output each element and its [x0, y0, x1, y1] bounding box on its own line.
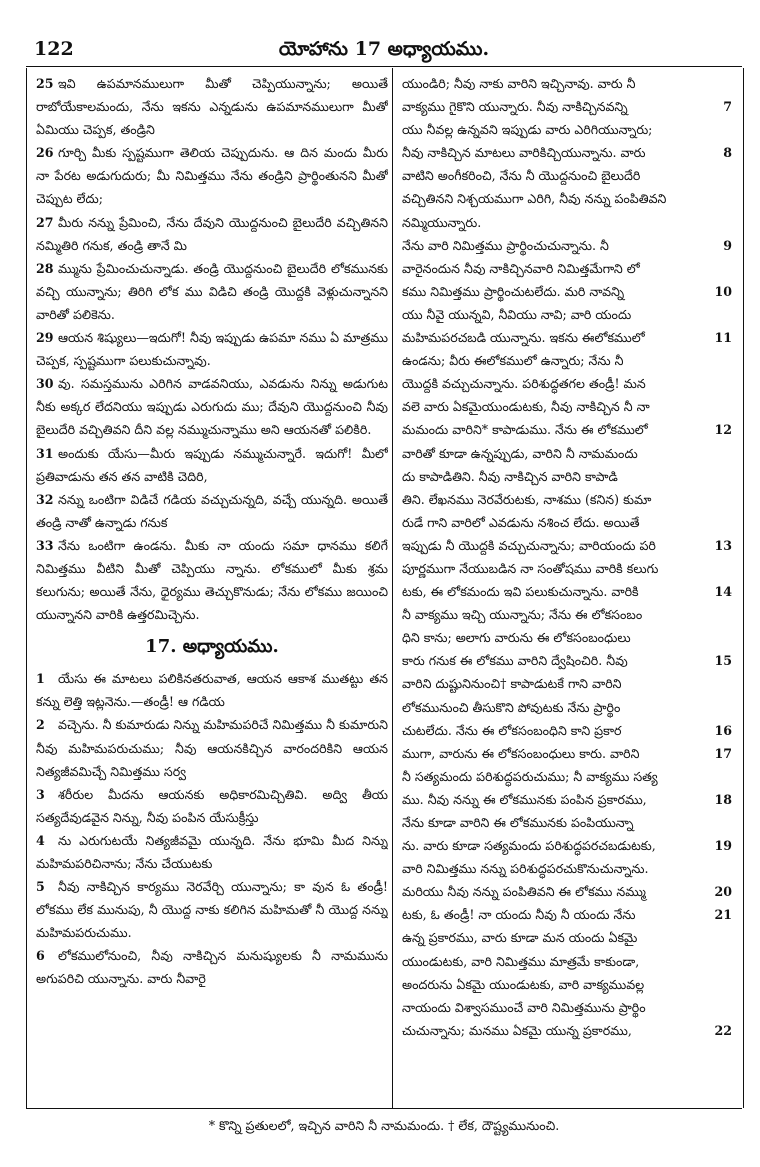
line-text: యుండిరి; నీవు నాకు వారిని ఇచ్చినావు. వారు నీ	[402, 76, 636, 91]
text-line	[402, 465, 732, 488]
line-text: లోకమునుంచి తీసుకొని పోవుటకు నేను ప్రార్థిం	[402, 699, 621, 715]
text-line	[402, 349, 732, 372]
verse-number: 26	[36, 145, 54, 161]
text-line	[402, 672, 732, 695]
verse-number: 21	[714, 907, 732, 923]
bible-page	[26, 28, 742, 1148]
verse-text: యేసు ఈ మాటలు పలికినతరువాత, ఆయన ఆకాశ ముతట్టు తన కన్ను లెత్తి ఇట్లనెను.—తండ్రీ! ఆ గడియ	[36, 671, 388, 710]
text-line	[402, 903, 732, 926]
text-line	[402, 164, 732, 187]
line-text: మమందు వారిని* కాపాడుము. నేను ఈ లోకములో	[402, 422, 648, 438]
line-text: వాక్యము గైకొని యున్నారు. నీవు నాకిచ్చినవన్ని	[402, 99, 628, 115]
verse-text: శరీరుల మీదను ఆయనకు అధికారమిచ్చితివి. అద్వి తీయ సత్యదేవుడవైన నిన్ను, నీవు పంపిన యేసుక్రీస్తు	[36, 786, 388, 825]
text-line	[402, 626, 732, 649]
text-line	[402, 926, 732, 949]
verse	[36, 829, 388, 875]
text-line	[402, 534, 732, 557]
verse-number: 6	[36, 948, 45, 964]
line-text: కారు గనుక ఈ లోకము వారిని ద్వేషించిరి. నీవు	[402, 653, 628, 669]
footnote: * కొన్ని ప్రతులలో, ఇచ్చిన వారిని నీ నామమందు. † లేక, దౌష్ట్యమునుంచి.	[208, 1118, 560, 1133]
text-line	[402, 326, 732, 349]
verse-text: వచ్చెను. నీ కుమారుడు నిన్ను మహిమపరిచే నిమిత్తము నీ కుమారుని నీవు మహిమపరుచుము; నీవు ఆయనకిచ్చిన వారందరికిని ఆయన నిత్యజీవమిచ్చే నిమిత్తము సర్వ	[36, 717, 388, 779]
verse-number: 15	[714, 653, 732, 669]
verse	[36, 667, 388, 713]
verse	[36, 488, 388, 534]
verse-number: 32	[36, 491, 54, 507]
verse-text: నేను ఒంటిగా ఉండను. మీకు నా యందు సమా ధానము కలిగే నిమిత్తము వీటిని మీతో చెప్పియు న్నాను. లోకములో మీకు శ్రమ కలుగును; అయితే నేను, ధైర్యము తెచ్చుకొనుడు; నేను లోకము జయించి యున్నానని వారికి ఉత్తరమిచ్చెను.	[36, 537, 388, 623]
verse-number: 19	[714, 838, 732, 854]
line-text: తిని. లేఖనము నెరవేరుటకు, నాశము (కనిన) కుమా	[402, 491, 652, 507]
line-text: ఉన్న ప్రకారము, వారు కూడా మన యందు ఏకమై	[402, 930, 638, 946]
text-line	[402, 811, 732, 834]
verse-number: 17	[714, 745, 732, 761]
verse-text: నన్ను ఒంటిగా విడిచే గడియ వచ్చుచున్నది, వచ్చే యున్నది. అయితే తండ్రి నాతో ఉన్నాడు గనుక	[36, 491, 388, 530]
line-text: ఉండను; వీరు ఈలోకములో ఉన్నారు; నేను నీ	[402, 353, 624, 369]
line-text: నీ సత్యమందు పరిశుద్ధపరుచుము; నీ వాక్యము సత్య	[402, 768, 658, 784]
verse-number: 27	[36, 214, 54, 230]
line-text: మహిమపరచబడి యున్నాను. ఇకను ఈలోకములో	[402, 330, 645, 346]
line-text: పూర్ణముగా నేయుబడిన నా సంతోషము వారికి కలుగు	[402, 560, 659, 576]
line-text: యుండుటకు, వారి నిమిత్తము మాత్రమే కాకుండా,	[402, 953, 640, 969]
verse-text: ను ఎరుగుటయే నిత్యజీవమై యున్నది. నేను భూమి మీద నిన్ను మహిమపరిచినాను; నేను చేయుటకు	[36, 832, 388, 871]
verse-text: నీవు నాకిచ్చిన కార్యము నెరవేర్చి యున్నాను; కా వున ఓ తండ్రీ! లోకము లేక మునుపు, నీ యొద్ద నాకు కలిగిన మహిమతో నీ యొద్ద నన్ను మహిమపరుచుము.	[36, 879, 388, 941]
text-line	[402, 742, 732, 765]
text-line	[402, 303, 732, 326]
verse-text: అందుకు యేసు—మీరు ఇప్పుడు నమ్ముచున్నారే. ఇదుగో! మీలో ప్రతివాడును తన తన వాటికి చెదిరి,	[36, 445, 388, 484]
text-line	[402, 696, 732, 719]
text-line	[402, 880, 732, 903]
verse	[36, 944, 388, 990]
verse-number: 12	[714, 422, 732, 438]
text-line	[402, 418, 732, 441]
text-line	[402, 603, 732, 626]
verse-number: 3	[36, 786, 45, 802]
line-text: చుటలేదు. నేను ఈ లోకసంబంధిని కాని ప్రకార	[402, 722, 622, 738]
text-line	[402, 95, 732, 118]
verse	[36, 713, 388, 782]
running-head: యోహాను 17 అధ్యాయము.	[278, 38, 490, 60]
verse	[36, 257, 388, 326]
line-text: ను. వారు కూడా సత్యమందు పరిశుద్ధపరచబడుటకు,	[402, 838, 656, 854]
text-line	[402, 557, 732, 580]
text-line	[402, 211, 732, 234]
line-text: యు నీవల్ల ఉన్నవని ఇప్పుడు వారు ఎరిగియున్నారు;	[402, 122, 653, 138]
line-text: వారి నిమిత్తము నన్ను పరిశుద్ధపరచుకొనుచున్నాను.	[402, 861, 649, 877]
verse	[36, 875, 388, 944]
text-line	[402, 950, 732, 973]
verse-number: 7	[723, 99, 732, 115]
line-text: ము. నీవు నన్ను ఈ లోకమునకు పంపిన ప్రకారము,	[402, 791, 647, 807]
line-text: వాటిని అంగీకరించి, నేను నీ యొద్దనుంచి బైలుదేరి	[402, 168, 641, 184]
line-text: రుడే గాని వారిలో ఎవడును నశించ లేదు. అయితే	[402, 514, 640, 530]
verse-number: 8	[723, 145, 732, 161]
verse-number: 31	[36, 445, 54, 461]
line-text: టకు, ఈ లోకమందు ఇవి పలుకుచున్నాను. వారికి	[402, 584, 639, 600]
line-text: నీ వాక్యము ఇచ్చి యున్నాను; నేను ఈ లోకసంబం	[402, 607, 643, 623]
verse	[36, 372, 388, 441]
verse-number: 10	[714, 283, 732, 299]
verse-number: 5	[36, 879, 45, 895]
page-number: 122	[34, 38, 74, 60]
verse-text: ఆయన శిష్యులు—ఇదుగో! నీవు ఇప్పుడు ఉపమా నము ఏ మాత్రము చెప్పక, స్పష్టముగా పలుకుచున్నావు.	[36, 330, 388, 369]
left-column	[36, 72, 388, 1102]
footnote-rule	[26, 1108, 742, 1109]
verse-number: 22	[714, 1022, 732, 1038]
verse-number: 9	[723, 237, 732, 253]
text-line	[402, 857, 732, 880]
verse-number: 11	[714, 330, 732, 346]
verse-number: 4	[36, 832, 45, 848]
text-line	[402, 234, 732, 257]
verse-number: 33	[36, 537, 54, 553]
line-text: ముగా, వారును ఈ లోకసంబంధులు కారు. వారిని	[402, 745, 640, 761]
line-text: మరియు నీవు నన్ను పంపితివని ఈ లోకము నమ్ము	[402, 884, 646, 900]
verse-number: 18	[714, 791, 732, 807]
verse-number: 29	[36, 330, 54, 346]
line-text: యు నీవై యున్నవి, నీవియు నావి; వారి యందు	[402, 306, 632, 322]
verse-text: వు. సమస్తమును ఎరిగిన వాడవనియు, ఎవడును నిన్ను అడుగుట నీకు అక్కర లేదనియు ఇప్పుడు ఎరుగుదు ము; దేవుని యొద్దనుంచి నీవు బైలుదేరి వచ్చితివని దీని వల్ల నమ్ముచున్నాము అని ఆయనతో పలికిరి.	[36, 376, 388, 438]
line-text: యొద్దకి వచ్చుచున్నాను. పరిశుద్ధతగల తండ్రీ! మన	[402, 376, 646, 392]
line-text: టకు, ఓ తండ్రీ! నా యందు నీవు నీ యందు నేను	[402, 907, 636, 923]
verse	[36, 534, 388, 626]
line-text: వారితో కూడా ఉన్నప్పుడు, వారిని నీ నామమందు	[402, 445, 638, 461]
text-line	[402, 187, 732, 210]
text-line	[402, 280, 732, 303]
text-line	[402, 372, 732, 395]
text-line	[402, 257, 732, 280]
text-line	[402, 141, 732, 164]
text-line	[402, 1019, 732, 1042]
verse	[36, 442, 388, 488]
line-text: నమ్మియున్నారు.	[402, 214, 482, 230]
text-line	[402, 719, 732, 742]
verse-number: 30	[36, 376, 54, 392]
verse-number: 28	[36, 260, 54, 276]
text-line	[402, 488, 732, 511]
right-column	[402, 72, 732, 1102]
line-text: ధిని కాను; అలాగు వారును ఈ లోకసంబంధులు	[402, 630, 631, 646]
verse-number: 16	[714, 722, 732, 738]
verse	[36, 211, 388, 257]
verse-number: 1	[36, 671, 45, 687]
verse-number: 14	[714, 584, 732, 600]
verse-text: ఇవి ఉపమానములుగా మీతో చెప్పియున్నాను; అయితే రాబోయేకాలమందు, నేను ఇకను ఎన్నడును ఉపమానములుగా మీతో ఏమియు చెప్పక, తండ్రిని	[36, 76, 388, 138]
line-text: దు కాపాడితిని. నీవు నాకిచ్చిన వారిని కాపాడి	[402, 468, 618, 484]
column-divider	[392, 68, 393, 1108]
text-line	[402, 580, 732, 603]
verse	[36, 72, 388, 141]
text-line	[402, 511, 732, 534]
verse-number: 13	[714, 537, 732, 553]
text-line	[402, 788, 732, 811]
line-text: ఇప్పుడు నీ యొద్దకి వచ్చుచున్నాను; వారియందు పరి	[402, 537, 656, 553]
text-line	[402, 649, 732, 672]
text-line	[402, 996, 732, 1019]
line-text: నేను కూడా వారిని ఈ లోకమునకు పంపియున్నా	[402, 815, 634, 830]
verse-text: గూర్చి మీకు స్పష్టముగా తెలియ చెప్పుదును. ఆ దిన మందు మీరు నా పేరట అడుగుదురు; మీ నిమిత్తము నేను తండ్రిని ప్రార్థింతునని మీతో చెప్పుట లేదు;	[36, 145, 388, 207]
text-line	[402, 118, 732, 141]
line-text: నాయందు విశ్వాసముంచే వారి నిమిత్తమును ప్రార్థిం	[402, 999, 646, 1015]
line-text: చుచున్నాను; మనము ఏకమై యున్న ప్రకారము,	[402, 1022, 632, 1038]
line-text: వలె వారు ఏకమైయుండుటకు, నీవు నాకిచ్చిన నీ నా	[402, 399, 650, 415]
verse	[36, 326, 388, 372]
text-line	[402, 395, 732, 418]
verse-number: 20	[714, 884, 732, 900]
chapter-heading: 17. అధ్యాయము.	[145, 636, 279, 658]
text-line	[402, 765, 732, 788]
verse-text: మ్మును ప్రేమించుచున్నాడు. తండ్రి యొద్దనుంచి బైలుదేరి లోకమునకు వచ్చి యున్నాను; తిరిగి లోక ము విడిచి తండ్రి యొద్దకి వెళ్లుచున్నానని వారితో పలికెను.	[36, 260, 388, 322]
verse	[36, 783, 388, 829]
verse	[36, 141, 388, 210]
page-header	[26, 28, 742, 67]
line-text: వచ్చితినని నిశ్చయముగా ఎరిగి, నీవు నన్ను పంపితివని	[402, 191, 667, 207]
line-text: కము నిమిత్తము ప్రార్థించుటలేదు. మరి నావన్ని	[402, 283, 625, 299]
line-text: నేను వారి నిమిత్తము ప్రార్థించుచున్నాను. నీ	[402, 237, 609, 253]
text-line	[402, 834, 732, 857]
verse-number: 2	[36, 717, 45, 733]
verse-number: 25	[36, 76, 54, 91]
line-text: నీవు నాకిచ్చిన మాటలు వారికిచ్చియున్నాను. వారు	[402, 145, 646, 161]
line-text: వారైనందున నీవు నాకిచ్చినవారి నిమిత్తమేగాని లో	[402, 260, 640, 276]
text-line	[402, 973, 732, 996]
line-text: వారిని దుష్టునినుంచి† కాపాడుటకే గాని వారిని	[402, 676, 622, 692]
verse-text: లోకములోనుంచి, నీవు నాకిచ్చిన మనుష్యులకు నీ నామమును అగుపరిచి యున్నాను. వారు నీవారై	[36, 948, 388, 987]
text-line	[402, 72, 732, 95]
text-line	[402, 442, 732, 465]
line-text: అందరును ఏకమై యుండుటకు, వారి వాక్యమువల్ల	[402, 976, 645, 992]
verse-text: మీరు నన్ను ప్రేమించి, నేను దేవుని యొద్దనుంచి బైలుదేరి వచ్చితినని నమ్మితిరి గనుక, తండ్రి తానే మి	[36, 214, 388, 253]
